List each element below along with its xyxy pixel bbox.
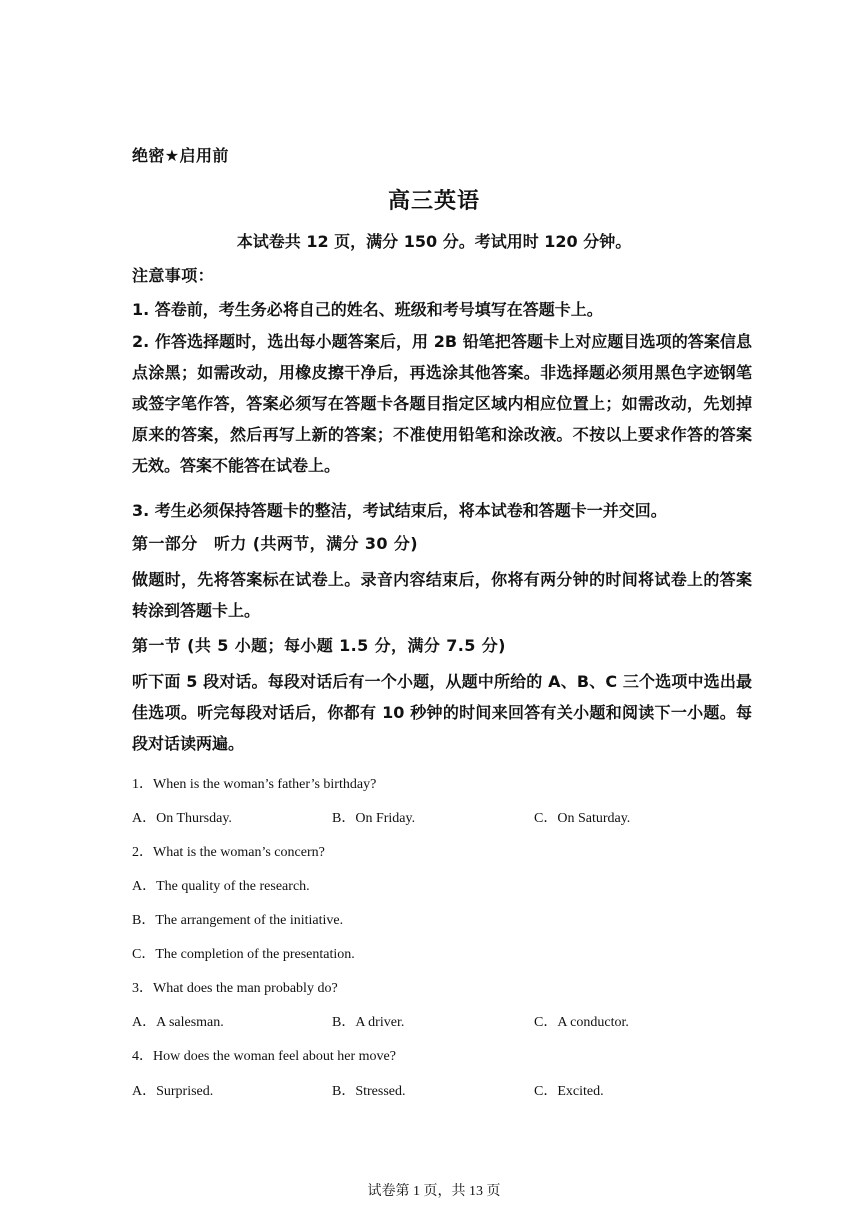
part1-instruction: 做题时，先将答案标在试卷上。录音内容结束后，你将有两分钟的时间将试卷上的答案转涂到答题卡上。 <box>132 570 752 620</box>
q2-option-a: A．The quality of the research. <box>132 879 310 894</box>
q4-option-b: B．Stressed. <box>332 1084 406 1099</box>
q1-option-a: A．On Thursday. <box>132 811 232 826</box>
section1-instruction: 听下面 5 段对话。每段对话后有一个小题，从题中所给的 A、B、C 三个选项中选出最佳选项。听完每段对话后，你都有 10 秒钟的时间来回答有关小题和阅读下一小题。每段对话读两遍。 <box>132 672 752 753</box>
question-1: 1．When is the woman’s father’s birthday? <box>132 777 377 792</box>
q1-option-b: B．On Friday. <box>332 811 416 826</box>
page-footer: 试卷第 1 页，共 13 页 <box>367 1184 501 1199</box>
q4-option-a: A．Surprised. <box>132 1084 214 1099</box>
q3-option-c: C．A conductor. <box>534 1015 629 1030</box>
question-4: 4．How does the woman feel about her move? <box>132 1049 396 1064</box>
page-title: 高三英语 <box>387 189 480 214</box>
question-2: 2．What is the woman’s concern? <box>132 845 325 860</box>
section1-heading: 第一节 (共 5 小题；每小题 1.5 分，满分 7.5 分) <box>132 636 506 655</box>
notice-item-2: 2. 作答选择题时，选出每小题答案后，用 2B 铅笔把答题卡上对应题目选项的答案信息点涂黑；如需改动，用橡皮擦干净后，再选涂其他答案。非选择题必须用黑色字迹钢笔或签字笔作答，答案必须写在答题卡各题目指定区域内相应位置上；如需改动，先划掉原来的答案，然后再写上新的答案；不准使用铅笔和涂改液。不按以上要求作答的答案无效。答案不能答在试卷上。 <box>132 332 752 475</box>
q2-option-c: C．The completion of the presentation. <box>132 947 355 962</box>
q3-option-b: B．A driver. <box>332 1015 405 1030</box>
q3-option-a: A．A salesman. <box>132 1015 224 1030</box>
q4-option-c: C．Excited. <box>534 1084 604 1099</box>
question-3: 3．What does the man probably do? <box>132 981 338 996</box>
notice-item-3: 3. 考生必须保持答题卡的整洁，考试结束后，将本试卷和答题卡一并交回。 <box>132 501 667 520</box>
exam-info: 本试卷共 12 页，满分 150 分。考试用时 120 分钟。 <box>236 232 632 251</box>
q1-option-c: C．On Saturday. <box>534 811 631 826</box>
q2-option-b: B．The arrangement of the initiative. <box>132 913 344 928</box>
confidential-label: 绝密★启用前 <box>132 146 229 165</box>
notice-item-1: 1. 答卷前，考生务必将自己的姓名、班级和考号填写在答题卡上。 <box>132 300 603 319</box>
part1-heading: 第一部分 听力 (共两节，满分 30 分) <box>132 534 419 553</box>
notice-heading: 注意事项： <box>132 266 215 285</box>
